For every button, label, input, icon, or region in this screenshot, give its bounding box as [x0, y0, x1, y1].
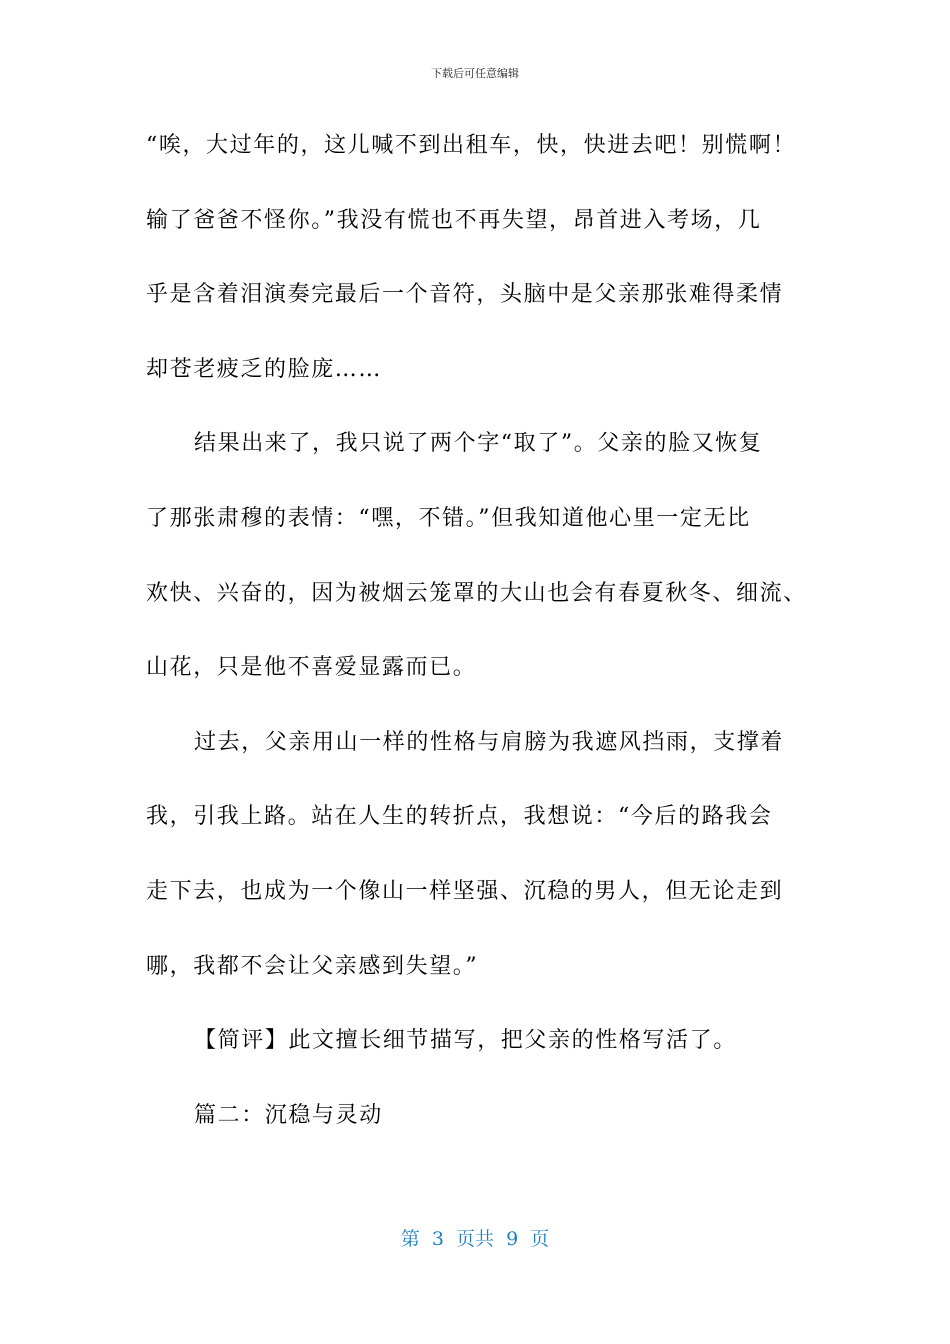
section-heading: 篇二：沉稳与灵动	[194, 1102, 383, 1128]
text-line: 乎是含着泪演奏完最后一个音符，头脑中是父亲那张难得柔情	[146, 282, 784, 308]
text-line: 我，引我上路。站在人生的转折点，我想说：“今后的路我会	[146, 804, 773, 830]
review-line: 【简评】此文擅长细节描写，把父亲的性格写活了。	[194, 1028, 737, 1054]
text-line: 了那张肃穆的表情：“嘿，不错。”但我知道他心里一定无比	[146, 505, 751, 531]
text-line: 欢快、兴奋的，因为被烟云笼罩的大山也会有春夏秋冬、细流、	[146, 580, 807, 606]
text-line: 哪，我都不会让父亲感到失望。”	[146, 953, 479, 979]
page-number-footer: 第 3 页共 9 页	[400, 1228, 550, 1250]
text-line: 走下去，也成为一个像山一样坚强、沉稳的男人，但无论走到	[146, 878, 784, 904]
page-header: 下载后可任意编辑	[431, 67, 519, 80]
text-line: 输了爸爸不怪你。”我没有慌也不再失望，昂首进入考场，几	[146, 207, 762, 233]
text-line: “唉，大过年的，这儿喊不到出租车，快，快进去吧！别慌啊！	[146, 133, 797, 158]
text-line: 山花，只是他不喜爱显露而已。	[146, 655, 477, 681]
text-line: 结果出来了，我只说了两个字“取了”。父亲的脸又恢复	[194, 431, 763, 457]
text-line: 过去，父亲用山一样的性格与肩膀为我遮风挡雨，支撑着	[194, 729, 785, 755]
text-line: 却苍老疲乏的脸庞……	[146, 356, 383, 382]
document-body	[146, 120, 816, 1164]
